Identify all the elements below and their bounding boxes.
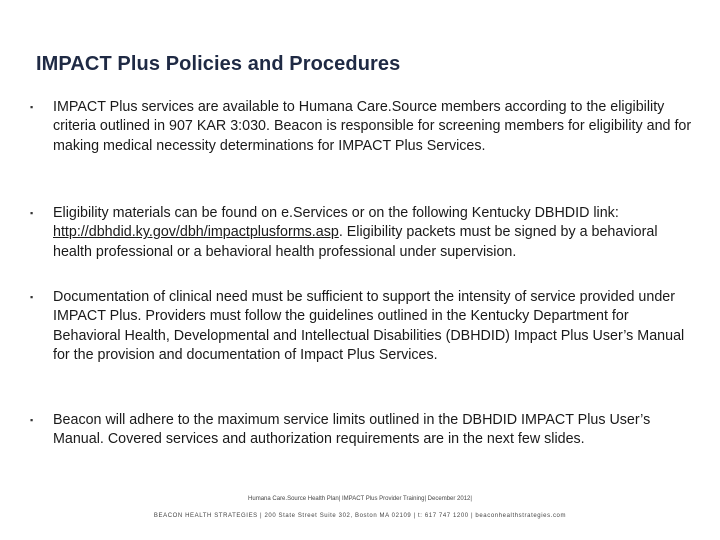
- footer-company-info: BEACON HEALTH STRATEGIES | 200 State Street Suite 302, Boston MA 02109 | t: 617 747 1200 | beaconhealthstrategies.com: [153, 513, 567, 519]
- bullet-text-2-before: Eligibility materials can be found on e.Services or on the following Kentucky DBHDID link:: [53, 205, 619, 221]
- bullet-text-4: Beacon will adhere to the maximum service limits outlined in the DBHDID IMPACT Plus User’s Manual. Covered services and authorization requirements are in the next few slides.: [53, 412, 651, 448]
- bullet-square-icon: ▪: [30, 102, 34, 112]
- slide-title: IMPACT Plus Policies and Procedures: [36, 53, 401, 75]
- bullet-text-2-after: . Eligibility packets must be signed by a behavioral health professional or a behavioral health professional under supervision.: [53, 224, 658, 260]
- bullet-item-4: [28, 411, 693, 450]
- bullet-item-2: [28, 204, 693, 262]
- bullet-text-1: IMPACT Plus services are available to Humana Care.Source members according to the eligibility criteria outlined in 907 KAR 3:030. Beacon is responsible for screening members for eligibility and for making medical necessity determinations for IMPACT Plus Services.: [53, 99, 692, 154]
- bullet-text-3: Documentation of clinical need must be sufficient to support the intensity of service provided under IMPACT Plus. Providers must follow the guidelines outlined in the Kentucky Department for Behavioral Health, Developmental and Intellectual Disabilities (DBHDID) Impact Plus User’s Manual for the provision and documentation of Impact Plus Services.: [53, 289, 685, 363]
- bullet-item-3: [28, 288, 693, 365]
- bullet-square-icon: ▪: [30, 292, 34, 302]
- bullet-item-1: [28, 98, 693, 156]
- bullet-text-2: [53, 204, 693, 262]
- bullet-list: [28, 98, 693, 448]
- bullet-square-icon: ▪: [30, 415, 34, 425]
- dbhdid-link[interactable]: http://dbhdid.ky.gov/dbh/impactplusforms.asp: [53, 224, 339, 241]
- footer-training-info: Humana Care.Source Health Plan| IMPACT Plus Provider Training| December 2012|: [248, 496, 472, 502]
- bullet-square-icon: ▪: [30, 208, 34, 218]
